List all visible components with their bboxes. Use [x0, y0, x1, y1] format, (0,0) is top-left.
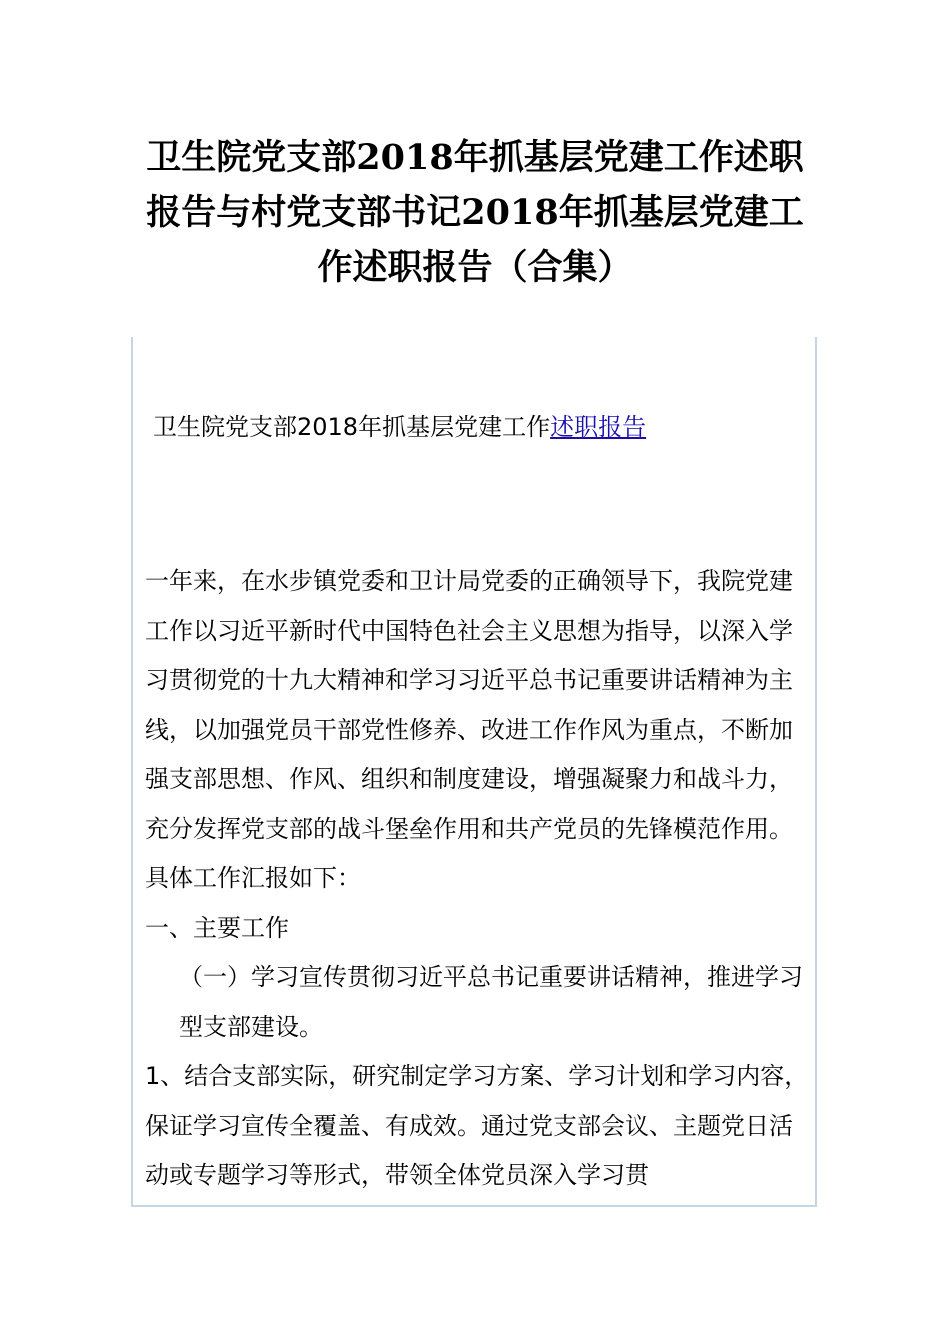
- item-paragraph-1: 1、结合支部实际，研究制定学习方案、学习计划和学习内容，保证学习宣传全覆盖、有成效。通过党支部会议、主题党日活动或专题学习等形式，带领全体党员深入学习贯: [145, 1062, 809, 1189]
- title-line-2: 报告与村党支部书记2018年抓基层党建工: [146, 192, 804, 233]
- body-text: [145, 557, 809, 1201]
- content-box: [131, 337, 817, 1207]
- section-heading: [153, 411, 646, 443]
- report-link[interactable]: 述职报告: [550, 413, 647, 441]
- section-title-main-work: 一、主要工作: [145, 913, 289, 942]
- subsection-title-study: （一）学习宣传贯彻习近平总书记重要讲话精神，推进学习型支部建设。: [179, 963, 803, 1041]
- section-heading-text: 卫生院党支部2018年抓基层党建工作: [153, 413, 551, 441]
- intro-paragraph: 一年来，在水步镇党委和卫计局党委的正确领导下，我院党建工作以习近平新时代中国特色社会主义思想为指导，以深入学习贯彻党的十九大精神和学习习近平总书记重要讲话精神为主线，以加强党员干部党性修养、改进工作作风为重点，不断加强支部思想、作风、组织和制度建设，增强凝聚力和战斗力，充分发挥党支部的战斗堡垒作用和共产党员的先锋模范作用。具体工作汇报如下：: [145, 567, 793, 892]
- document-title: [120, 130, 830, 295]
- title-line-1: 卫生院党支部2018年抓基层党建工作述职: [146, 137, 804, 178]
- title-line-3: 作述职报告（合集）: [317, 247, 633, 288]
